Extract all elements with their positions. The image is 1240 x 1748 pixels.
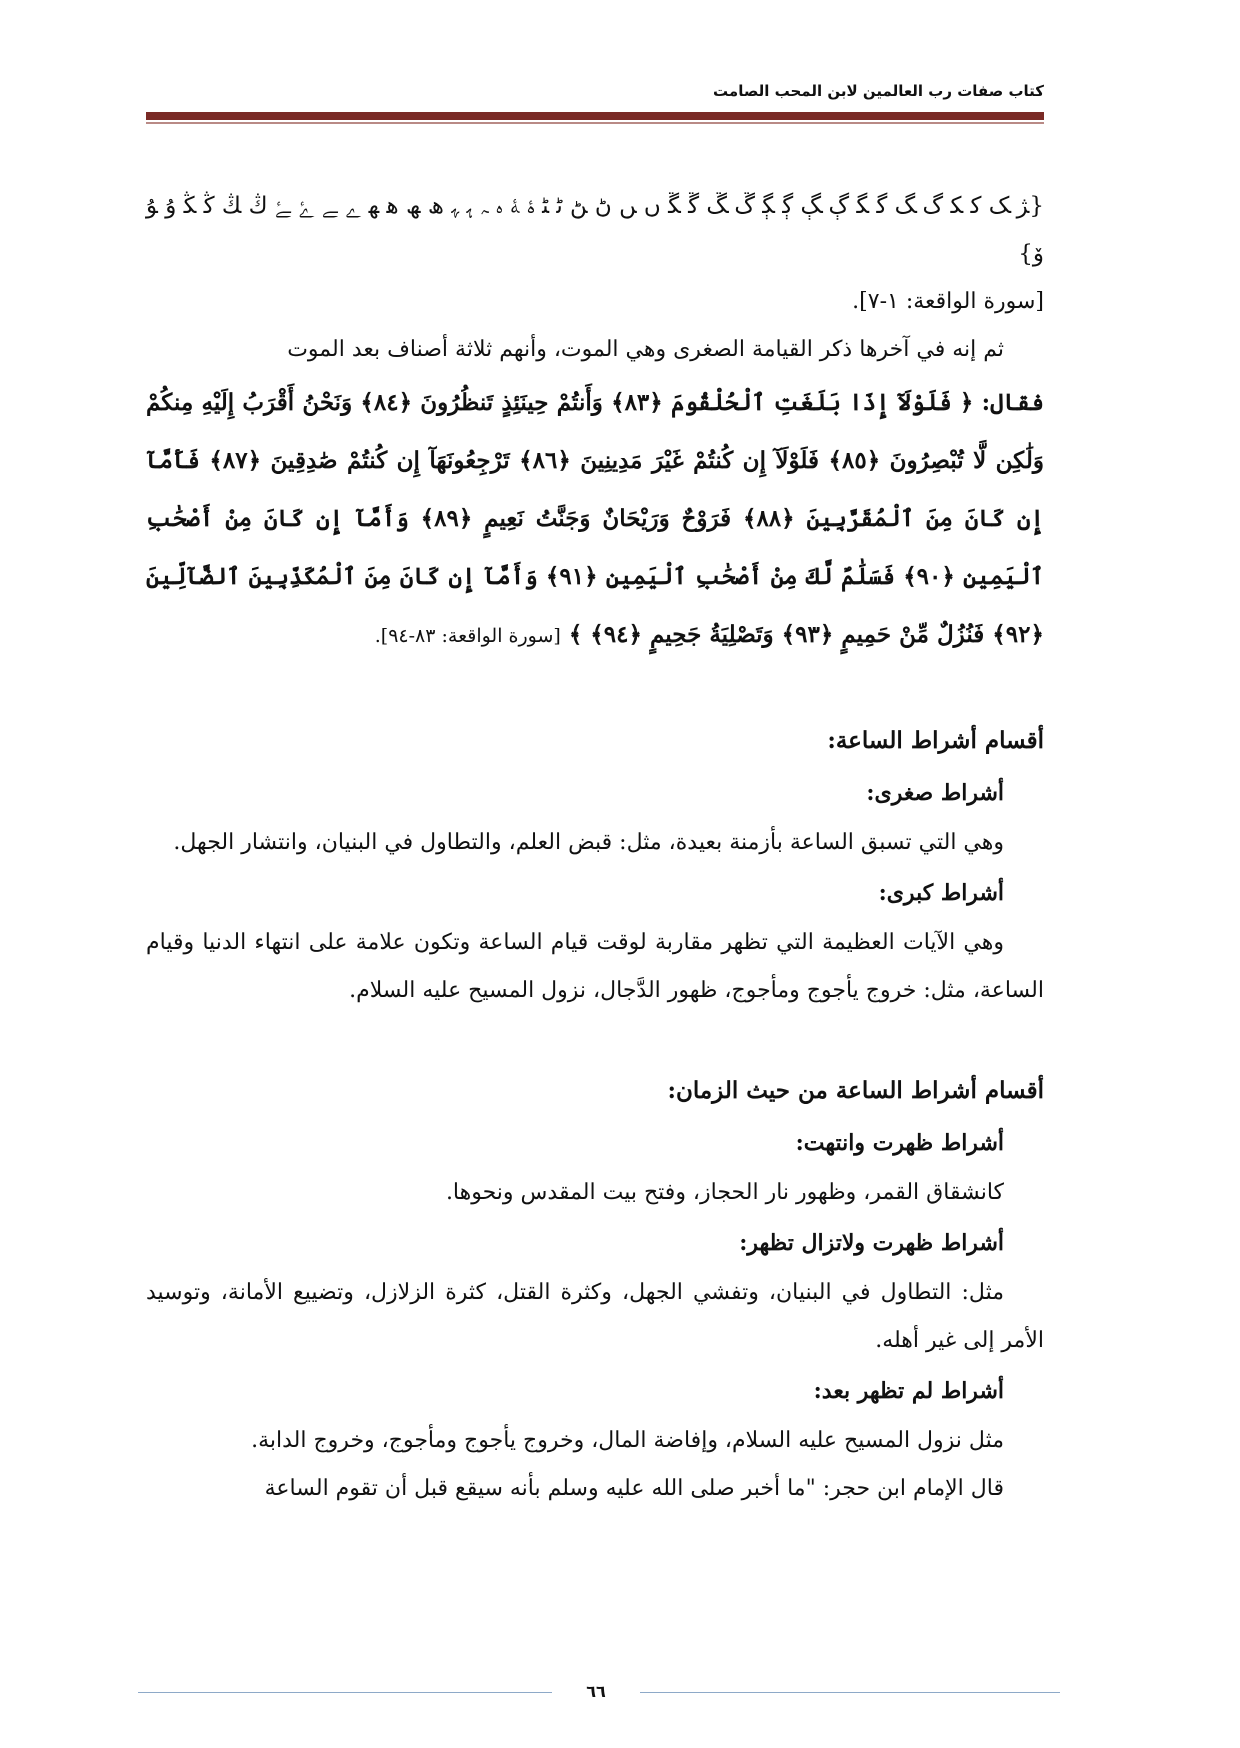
quran-verses: فقال: ﴿ فَلَوْلَآ إِذَا بَلَغَتِ ٱلْحُلْقُومَ ﴿٨٣﴾ وَأَنتُمْ حِينَئِذٍ تَنظُرُونَ ﴿٨٤﴾ وَنَحْنُ أَقْرَبُ إِلَيْهِ مِنكُمْ وَلَٰكِن لَّا تُبْصِرُونَ ﴿٨٥﴾ فَلَوْلَآ إِن كُنتُمْ غَيْرَ مَدِينِينَ ﴿٨٦﴾ تَرْجِعُونَهَآ إِن كُنتُمْ صَٰدِقِينَ ﴿٨٧﴾ فَأَمَّآ إِن كَانَ مِنَ ٱلْمُقَرَّبِينَ ﴿٨٨﴾ فَرَوْحٌ وَرَيْحَانٌ وَجَنَّتُ نَعِيمٍ ﴿٨٩﴾ وَأَمَّآ إِن كَانَ مِنْ أَصْحَٰبِ ٱلْيَمِينِ ﴿٩٠﴾ فَسَلَٰمٌ لَّكَ مِنْ أَصْحَٰبِ ٱلْيَمِينِ ﴿٩١﴾ وَأَمَّآ إِن كَانَ مِنَ ٱلْمُكَذِّبِينَ ٱلضَّآلِّينَ ﴿٩٢﴾ فَنُزُلٌ مِّنْ حَمِيمٍ ﴿٩٣﴾ وَتَصْلِيَةُ جَحِيمٍ ﴿٩٤﴾ ﴾ bbox=[146, 389, 1045, 648]
section-heading-signs: أقسام أشراط الساعة: bbox=[827, 727, 1044, 754]
paragraph-ongoing-signs: مثل: التطاول في البنيان، وتفشي الجهل، وكثرة القتل، كثرة الزلازل، وتضييع الأمانة، وتوسيد الأمر إلى غير أهله. bbox=[146, 1280, 1044, 1353]
intro-paragraph: ثم إنه في آخرها ذكر القيامة الصغرى وهي الموت، وأنهم ثلاثة أصناف بعد الموت bbox=[287, 337, 1004, 362]
footer-rule-right bbox=[640, 1692, 1060, 1693]
paragraph-major-signs: وهي الآيات العظيمة التي تظهر مقاربة لوقت قيام الساعة وتكون علامة على انتهاء الدنيا وقيام الساعة، مثل: خروج يأجوج ومأجوج، ظهور الدَّجال، نزول المسيح عليه السلام. bbox=[146, 930, 1044, 1003]
section-heading-by-time: أقسام أشراط الساعة من حيث الزمان: bbox=[667, 1077, 1044, 1104]
paragraph-future-signs: مثل نزول المسيح عليه السلام، وإفاضة المال، وخروج يأجوج ومأجوج، وخروج الدابة. bbox=[251, 1428, 1004, 1453]
quote-ibn-hajar: قال الإمام ابن حجر: "ما أخبر صلى الله عليه وسلم بأنه سيقع قبل أن تقوم الساعة bbox=[264, 1476, 1004, 1501]
subheading-ended-signs: أشراط ظهرت وانتهت: bbox=[795, 1130, 1004, 1156]
glyph-reference: [سورة الواقعة: ١-٧]. bbox=[852, 289, 1044, 314]
page-body bbox=[146, 182, 1044, 1513]
page-number: ٦٦ bbox=[586, 1682, 606, 1701]
footer-rule-left bbox=[138, 1692, 552, 1693]
header-rule-secondary bbox=[146, 122, 1044, 124]
subheading-future-signs: أشراط لم تظهر بعد: bbox=[813, 1378, 1004, 1404]
running-header-title: كتاب صفات رب العالمين لابن المحب الصامت bbox=[713, 82, 1044, 100]
subheading-minor-signs: أشراط صغرى: bbox=[866, 780, 1004, 806]
quran-reference: [سورة الواقعة: ٨٣-٩٤]. bbox=[374, 625, 561, 647]
subheading-ongoing-signs: أشراط ظهرت ولاتزال تظهر: bbox=[739, 1230, 1004, 1256]
header-rule bbox=[146, 112, 1044, 120]
quran-passage bbox=[146, 374, 1044, 665]
paragraph-minor-signs: وهي التي تسبق الساعة بأزمنة بعيدة، مثل: قبض العلم، والتطاول في البنيان، وانتشار الجهل. bbox=[173, 830, 1004, 855]
subheading-major-signs: أشراط كبرى: bbox=[878, 880, 1004, 906]
paragraph-ended-signs: كانشقاق القمر، وظهور نار الحجاز، وفتح بيت المقدس ونحوها. bbox=[445, 1180, 1004, 1205]
quran-glyph-line: {ﮋ ﮏ ﮐ ﮑ ﮒ ﮓ ﮔ ﮕ ﮖ ﮗ ﮘ ﮙ ﮚ ﮛ ﮜ ﮝ ﮞ ﮟ ﮠ ﮡ ﮢ ﮣ ﮤ ﮥ ﮦ ﮧ ﮨ ﮩ ﮪ ﮫ ﮬ ﮭ ﮮ ﮯ ﮰ ﮱ ﯓ ﯔ ﯕ ﯖ ﯗ ﯘ ﯙ} bbox=[146, 193, 1044, 267]
